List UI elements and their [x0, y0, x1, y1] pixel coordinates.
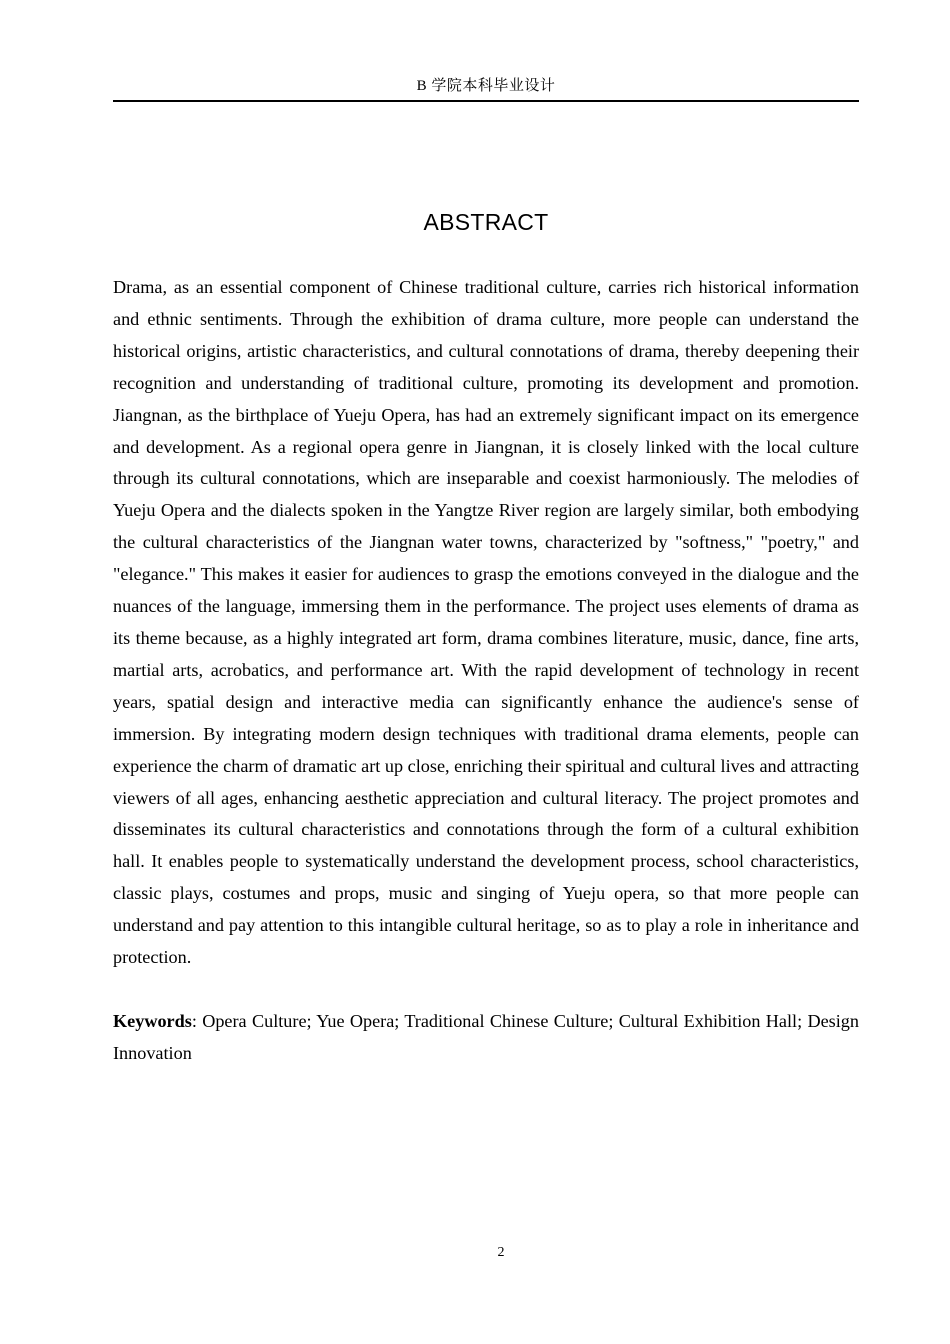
keywords-list: Opera Culture; Yue Opera; Traditional Chinese Culture; Cultural Exhibition Hall; Design Innovation	[113, 1011, 859, 1063]
header-divider	[113, 100, 859, 102]
abstract-body: Drama, as an essential component of Chinese traditional culture, carries rich historical information and ethnic sentiments. Through the exhibition of drama culture, more people can understand the historical origins, artistic characteristics, and cultural connotations of drama, thereby deepening their recognition and understanding of traditional culture, promoting its development and promotion. Jiangnan, as the birthplace of Yueju Opera, has had an extremely significant impact on its emergence and development. As a regional opera genre in Jiangnan, it is closely linked with the local culture through its cultural connotations, which are inseparable and coexist harmoniously. The melodies of Yueju Opera and the dialects spoken in the Yangtze River region are largely similar, both embodying the cultural characteristics of the Jiangnan water towns, characterized by "softness," "poetry," and "elegance." This makes it easier for audiences to grasp the emotions conveyed in the dialogue and the nuances of the language, immersing them in the performance. The project uses elements of drama as its theme because, as a highly integrated art form, drama combines literature, music, dance, fine arts, martial arts, acrobatics, and performance art. With the rapid development of technology in recent years, spatial design and interactive media can significantly enhance the audience's sense of immersion. By integrating modern design techniques with traditional drama elements, people can experience the charm of dramatic art up close, enriching their spiritual and cultural lives and attracting viewers of all ages, enhancing aesthetic appreciation and cultural literacy. The project promotes and disseminates its cultural characteristics and connotations through the form of a cultural exhibition hall. It enables people to systematically understand the development process, school characteristics, classic plays, costumes and props, music and singing of Yueju opera, so that more people can understand and pay attention to this intangible cultural heritage, so as to play a role in inheritance and protection.	[113, 277, 859, 968]
keywords-paragraph	[113, 1006, 859, 1070]
abstract-title: ABSTRACT	[423, 209, 549, 235]
keywords-label: Keywords	[113, 1011, 192, 1031]
running-header: B 学院本科毕业设计	[416, 78, 556, 94]
keywords-separator: :	[191, 1011, 203, 1031]
page-number: 2	[497, 1245, 505, 1260]
